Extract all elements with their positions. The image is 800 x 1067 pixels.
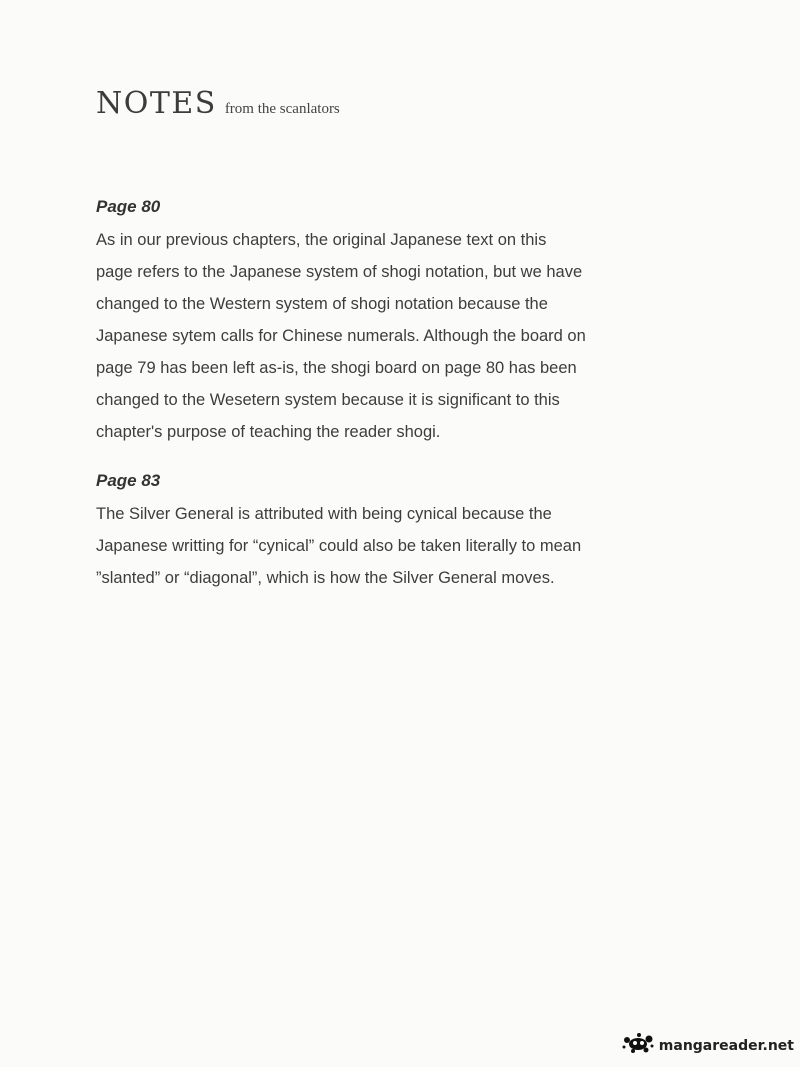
watermark-text[interactable]: mangareader.net — [658, 1037, 794, 1054]
note-line: page 79 has been left as-is, the shogi board on page 80 has been — [96, 359, 577, 377]
watermark — [621, 1032, 794, 1059]
note-line: chapter's purpose of teaching the reader shogi. — [96, 423, 441, 441]
note-line: changed to the Wesetern system because it is significant to this — [96, 391, 560, 409]
note-heading: Page 83 — [96, 471, 161, 490]
note-line: The Silver General is attributed with being cynical because the — [96, 505, 552, 523]
note-heading: Page 80 — [96, 197, 161, 216]
ink-splatter-icon — [621, 1032, 655, 1059]
note-page-80 — [96, 196, 696, 448]
note-page-83 — [96, 470, 696, 594]
note-line: changed to the Western system of shogi notation because the — [96, 295, 548, 313]
note-line: As in our previous chapters, the original Japanese text on this — [96, 231, 547, 249]
note-line: page refers to the Japanese system of shogi notation, but we have — [96, 263, 583, 281]
notes-header — [96, 86, 340, 121]
header-subtitle: from the scanlators — [224, 101, 340, 117]
note-line: Japanese writting for “cynical” could also be taken literally to mean — [96, 537, 582, 555]
note-line: ”slanted” or “diagonal”, which is how the Silver General moves. — [96, 569, 555, 587]
header-title: NOTES — [96, 86, 217, 121]
note-line: Japanese sytem calls for Chinese numerals. Although the board on — [96, 327, 586, 345]
notes-list — [96, 196, 696, 616]
